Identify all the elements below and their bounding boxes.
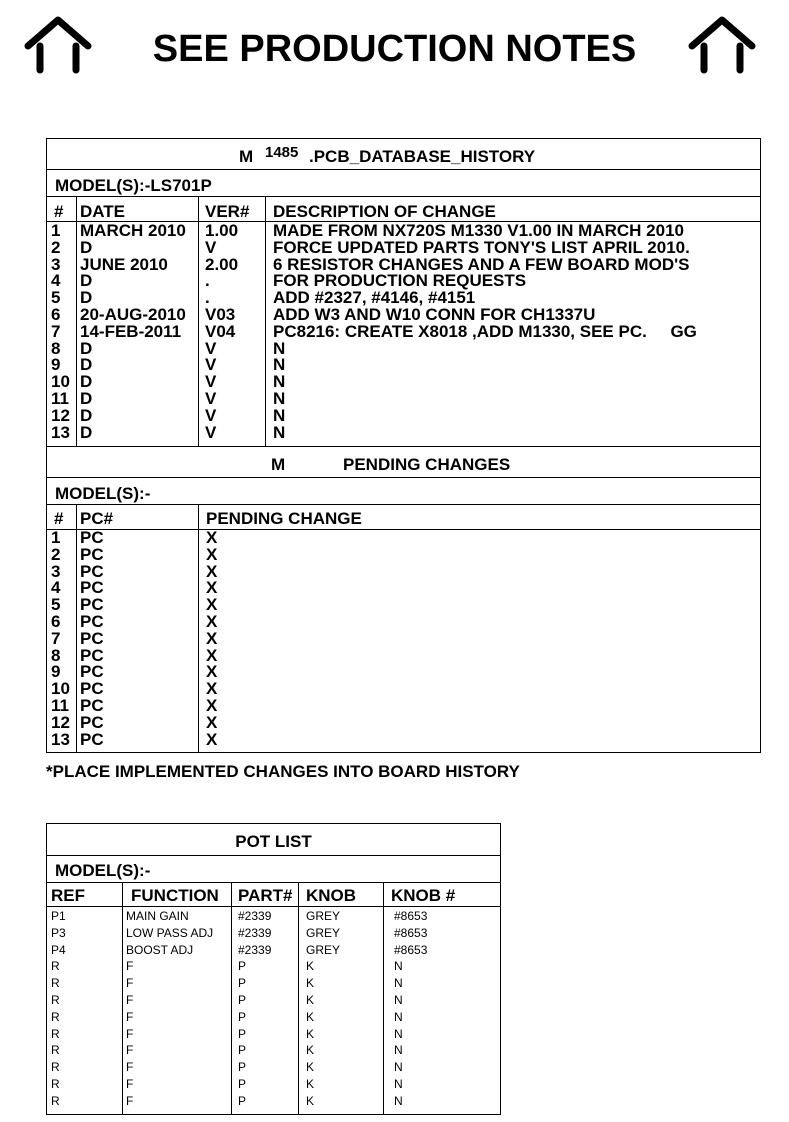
row-knob: GREY — [306, 925, 341, 940]
row-number: 12 — [51, 405, 70, 425]
row-knob-number: N — [394, 1093, 403, 1108]
row-description: FORCE UPDATED PARTS TONY'S LIST APRIL 2010. — [273, 237, 690, 257]
pending-title-prefix: M — [271, 455, 286, 474]
row-description: N — [273, 422, 286, 442]
row-pc: PC — [80, 679, 104, 699]
row-knob: K — [306, 1060, 315, 1075]
row-version: 2.00 — [205, 254, 239, 274]
row-date: D — [80, 355, 93, 375]
row-version: V04 — [205, 321, 236, 341]
row-number: 7 — [51, 628, 61, 648]
history-title-number: 1485 — [265, 144, 299, 161]
row-version: V — [205, 389, 217, 408]
row-knob-number: N — [394, 1043, 403, 1058]
row-knob: K — [306, 959, 315, 974]
column-header-ref: REF — [51, 886, 85, 905]
row-knob: GREY — [306, 942, 341, 957]
row-date: 14-FEB-2011 — [80, 321, 182, 341]
column-header-function: FUNCTION — [131, 886, 219, 905]
row-pending-change: X — [206, 645, 218, 665]
row-number: 5 — [51, 288, 61, 308]
history-title-prefix: M — [239, 147, 254, 166]
column-header-number: # — [54, 202, 64, 221]
row-pc: PC — [80, 544, 104, 564]
row-part: P — [238, 1077, 247, 1091]
row-knob-number: N — [394, 959, 403, 974]
row-pc: PC — [80, 645, 104, 665]
row-pc: PC — [80, 662, 104, 682]
column-header-version: VER# — [205, 202, 250, 221]
row-number: 11 — [51, 696, 69, 715]
row-part: P — [238, 1060, 247, 1075]
row-date: D — [80, 237, 93, 257]
row-pending-change: X — [206, 561, 218, 581]
row-pc: PC — [80, 528, 104, 547]
row-version: . — [205, 271, 210, 291]
pending-changes-table — [46, 446, 761, 753]
row-ref: P1 — [51, 909, 66, 923]
row-version: V — [205, 237, 217, 257]
row-number: 8 — [51, 338, 61, 358]
row-pc: PC — [80, 578, 104, 598]
row-description: ADD W3 AND W10 CONN FOR CH1337U — [273, 305, 596, 324]
row-ref: R — [51, 1026, 60, 1041]
row-date: D — [80, 288, 93, 308]
row-ref: P3 — [51, 925, 66, 940]
up-arrow-icon — [686, 14, 758, 74]
row-function: F — [126, 993, 134, 1007]
row-version: V — [205, 372, 217, 392]
row-date: 20-AUG-2010 — [80, 305, 186, 324]
row-part: P — [238, 1093, 247, 1108]
column-header-knob: KNOB — [306, 886, 357, 905]
row-function: LOW PASS ADJ — [126, 925, 214, 940]
row-pending-change: X — [206, 662, 218, 682]
row-knob: K — [306, 976, 315, 991]
row-function: F — [126, 1060, 134, 1075]
row-number: 13 — [51, 729, 70, 749]
row-knob-number: #8653 — [394, 909, 428, 923]
row-pending-change: X — [206, 528, 218, 547]
row-number: 11 — [51, 389, 69, 408]
row-date: D — [80, 422, 93, 442]
row-date: D — [80, 338, 93, 358]
row-knob: K — [306, 1009, 315, 1024]
row-pending-change: X — [206, 729, 218, 749]
pending-model: MODEL(S):- — [55, 484, 151, 503]
row-version: V — [205, 355, 217, 375]
row-number: 13 — [51, 422, 70, 442]
pot-list-table — [46, 823, 501, 1115]
row-function: F — [126, 1093, 134, 1108]
row-number: 8 — [51, 645, 61, 665]
row-knob-number: N — [394, 993, 403, 1007]
row-function: F — [126, 1043, 134, 1058]
row-number: 9 — [51, 355, 61, 375]
column-header-knob-number: KNOB # — [391, 886, 456, 905]
column-header-part: PART# — [238, 886, 293, 905]
column-header-number: # — [54, 509, 64, 528]
row-function: F — [126, 976, 134, 991]
row-pending-change: X — [206, 696, 218, 715]
row-ref: R — [51, 976, 60, 991]
row-function: F — [126, 1026, 134, 1041]
row-pc: PC — [80, 696, 104, 715]
row-number: 6 — [51, 305, 61, 324]
row-date: D — [80, 271, 93, 291]
row-version: 1.00 — [205, 221, 239, 240]
row-description: N — [273, 389, 286, 408]
row-knob: K — [306, 993, 315, 1007]
row-version: V — [205, 405, 217, 425]
row-part: P — [238, 993, 247, 1007]
row-version: . — [205, 288, 210, 308]
row-description: FOR PRODUCTION REQUESTS — [273, 271, 527, 291]
row-knob: K — [306, 1043, 315, 1058]
row-pending-change: X — [206, 628, 218, 648]
row-part: #2339 — [238, 909, 272, 923]
row-number: 5 — [51, 595, 61, 615]
row-number: 6 — [51, 612, 61, 631]
row-function: F — [126, 959, 134, 974]
row-knob-number: #8653 — [394, 942, 428, 957]
row-ref: R — [51, 1077, 60, 1091]
row-number: 1 — [51, 221, 61, 240]
row-pc: PC — [80, 729, 104, 749]
row-pc: PC — [80, 628, 104, 648]
row-part: #2339 — [238, 942, 272, 957]
row-description: N — [273, 372, 286, 392]
row-version: V03 — [205, 305, 236, 324]
row-number: 1 — [51, 528, 61, 547]
row-pc: PC — [80, 561, 104, 581]
row-number: 10 — [51, 372, 70, 392]
row-knob-number: N — [394, 1026, 403, 1041]
row-knob: GREY — [306, 909, 341, 923]
row-pending-change: X — [206, 612, 218, 631]
row-pending-change: X — [206, 544, 218, 564]
row-description: PC8216: CREATE X8018 ,ADD M1330, SEE PC. GG — [273, 321, 697, 341]
row-number: 4 — [51, 578, 61, 598]
row-part: P — [238, 1043, 247, 1058]
pending-title: PENDING CHANGES — [343, 455, 511, 474]
history-title: .PCB_DATABASE_HISTORY — [309, 147, 536, 166]
row-knob-number: N — [394, 1009, 403, 1024]
row-ref: R — [51, 993, 60, 1007]
column-header-description: DESCRIPTION OF CHANGE — [273, 202, 496, 221]
row-knob-number: N — [394, 1060, 403, 1075]
row-number: 12 — [51, 712, 70, 732]
row-knob: K — [306, 1093, 315, 1108]
row-knob: K — [306, 1026, 315, 1041]
row-number: 7 — [51, 321, 61, 341]
row-description: N — [273, 338, 286, 358]
row-date: JUNE 2010 — [80, 254, 168, 274]
row-date: D — [80, 405, 93, 425]
row-pending-change: X — [206, 712, 218, 732]
row-pending-change: X — [206, 578, 218, 598]
column-header-pending-change: PENDING CHANGE — [206, 509, 362, 528]
row-knob: K — [306, 1077, 315, 1091]
row-description: MADE FROM NX720S M1330 V1.00 IN MARCH 2010 — [273, 221, 684, 240]
row-function: F — [126, 1009, 134, 1024]
row-number: 4 — [51, 271, 61, 291]
history-note: *PLACE IMPLEMENTED CHANGES INTO BOARD HISTORY — [46, 762, 520, 781]
row-knob-number: N — [394, 1077, 403, 1091]
row-ref: R — [51, 1009, 60, 1024]
row-part: P — [238, 1009, 247, 1024]
row-description: ADD #2327, #4146, #4151 — [273, 288, 476, 308]
row-part: #2339 — [238, 925, 272, 940]
row-part: P — [238, 959, 247, 974]
row-description: N — [273, 405, 286, 425]
history-model: MODEL(S):-LS701P — [55, 176, 212, 195]
row-part: P — [238, 976, 247, 991]
row-date: D — [80, 372, 93, 392]
row-function: F — [126, 1077, 134, 1091]
row-number: 2 — [51, 237, 61, 257]
row-function: BOOST ADJ — [126, 942, 194, 957]
row-date: D — [80, 389, 93, 408]
column-header-date: DATE — [80, 202, 126, 221]
pot-list-model: MODEL(S):- — [55, 861, 151, 880]
row-knob-number: #8653 — [394, 925, 428, 940]
row-date: MARCH 2010 — [80, 221, 186, 240]
row-number: 10 — [51, 679, 70, 699]
row-pc: PC — [80, 612, 104, 631]
row-description: N — [273, 355, 286, 375]
row-ref: R — [51, 1060, 60, 1075]
row-number: 2 — [51, 544, 61, 564]
row-ref: R — [51, 959, 60, 974]
row-pending-change: X — [206, 679, 218, 699]
column-header-pc: PC# — [80, 509, 114, 528]
row-ref: R — [51, 1043, 60, 1058]
row-pc: PC — [80, 595, 104, 615]
pot-list-title: POT LIST — [235, 832, 312, 851]
row-function: MAIN GAIN — [126, 909, 189, 923]
row-description: 6 RESISTOR CHANGES AND A FEW BOARD MOD'S — [273, 254, 690, 274]
row-number: 9 — [51, 662, 61, 682]
row-number: 3 — [51, 254, 61, 274]
row-ref: P4 — [51, 942, 66, 957]
row-pc: PC — [80, 712, 104, 732]
row-pending-change: X — [206, 595, 218, 615]
row-knob-number: N — [394, 976, 403, 991]
page-title: SEE PRODUCTION NOTES — [152, 28, 637, 70]
row-part: P — [238, 1026, 247, 1041]
row-version: V — [205, 338, 217, 358]
pcb-history-table — [46, 138, 761, 447]
row-ref: R — [51, 1093, 60, 1108]
row-number: 3 — [51, 561, 61, 581]
row-version: V — [205, 422, 217, 442]
